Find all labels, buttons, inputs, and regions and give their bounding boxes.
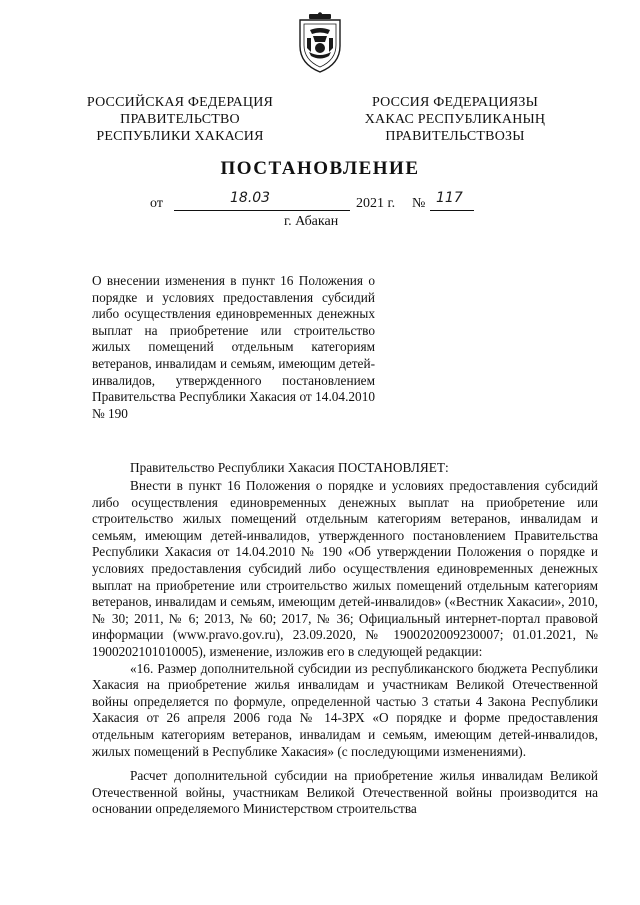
header-right-line: РОССИЯ ФЕДЕРАЦИЯЗЫ <box>371 95 539 110</box>
date-year: 2021 г. <box>356 196 396 211</box>
document-body <box>92 478 598 818</box>
document-title: ПОСТАНОВЛЕНИЕ <box>220 158 420 179</box>
header-left-line: РЕСПУБЛИКИ ХАКАСИЯ <box>96 129 264 144</box>
header-right-line: ПРАВИТЕЛЬСТВОЗЫ <box>385 129 525 144</box>
number-handwritten: 117 <box>436 190 463 206</box>
khakassia-coat-of-arms-icon <box>295 12 345 74</box>
header-right-line: ХАКАС РЕСПУБЛИКАНЫҢ <box>364 112 546 127</box>
header-left <box>80 94 280 145</box>
header-right <box>355 94 555 145</box>
header-left-line: РОССИЙСКАЯ ФЕДЕРАЦИЯ <box>86 95 274 110</box>
document-subject: О внесении изменения в пункт 16 Положения о порядке и условиях предоставления субсидий либо осуществления единовременных денежных выплат на приобретение или строительство жилых помещений отдельным категориям ветеранов, инвалидам и семьям, имеющим детей-инвалидов, утвержденного постановлением Правительства Республики Хакасия от 14.04.2010 № 190 <box>92 273 375 421</box>
number-label: № <box>412 196 426 211</box>
date-from-label: от <box>150 196 163 211</box>
date-handwritten: 18.03 <box>230 190 271 206</box>
body-paragraph: Внести в пункт 16 Положения о порядке и условиях предоставления субсидий либо осуществления единовременных денежных выплат на приобретение или строительство жилых помещений отдельным категориям ветеранов, инвалидам и семьям, имеющим детей-инвалидов, утвержденного постановлением Правительства Республики Хакасия от 14.04.2010 № 190 «Об утверждении Положения о порядке и условиях предоставления субсидий либо осуществления единовременных денежных выплат на приобретение или строительство жилых помещений отдельным категориям ветеранов, инвалидам и семьям, имеющим детей-инвалидов» («Вестник Хакасии», 2010, № 30; 2011, № 6; 2013, № 60; 2017, № 36; Официальный интернет-портал правовой информации (www.pravo.gov.ru), 23.09.2020, № 1900202009230007; 01.01.2021, № 1900202101010005), изменение, изложив его в следующей редакции: <box>92 478 598 659</box>
body-paragraph: Расчет дополнительной субсидии на приобретение жилья инвалидам Великой Отечественной войны, участникам Великой Отечественной войны производится на основании определяемого Министерством строительства <box>92 768 598 817</box>
body-paragraph: «16. Размер дополнительной субсидии из республиканского бюджета Республики Хакасия на приобретение жилья инвалидам и участникам Великой Отечественной войны определяется по формуле, определенной частью 3 статьи 4 Закона Республики Хакасия от 26 апреля 2006 года № 14-ЗРХ «О порядке и форме предоставления отдельным категориям ветеранов, инвалидам и семьям, имеющим детей-инвалидов, жилых помещений в Республике Хакасия» (с последующими изменениями). <box>92 660 598 759</box>
resolution-intro: Правительство Республики Хакасия ПОСТАНОВЛЯЕТ: <box>130 460 449 475</box>
city-label: г. Абакан <box>284 214 339 229</box>
header-left-line: ПРАВИТЕЛЬСТВО <box>120 112 240 127</box>
